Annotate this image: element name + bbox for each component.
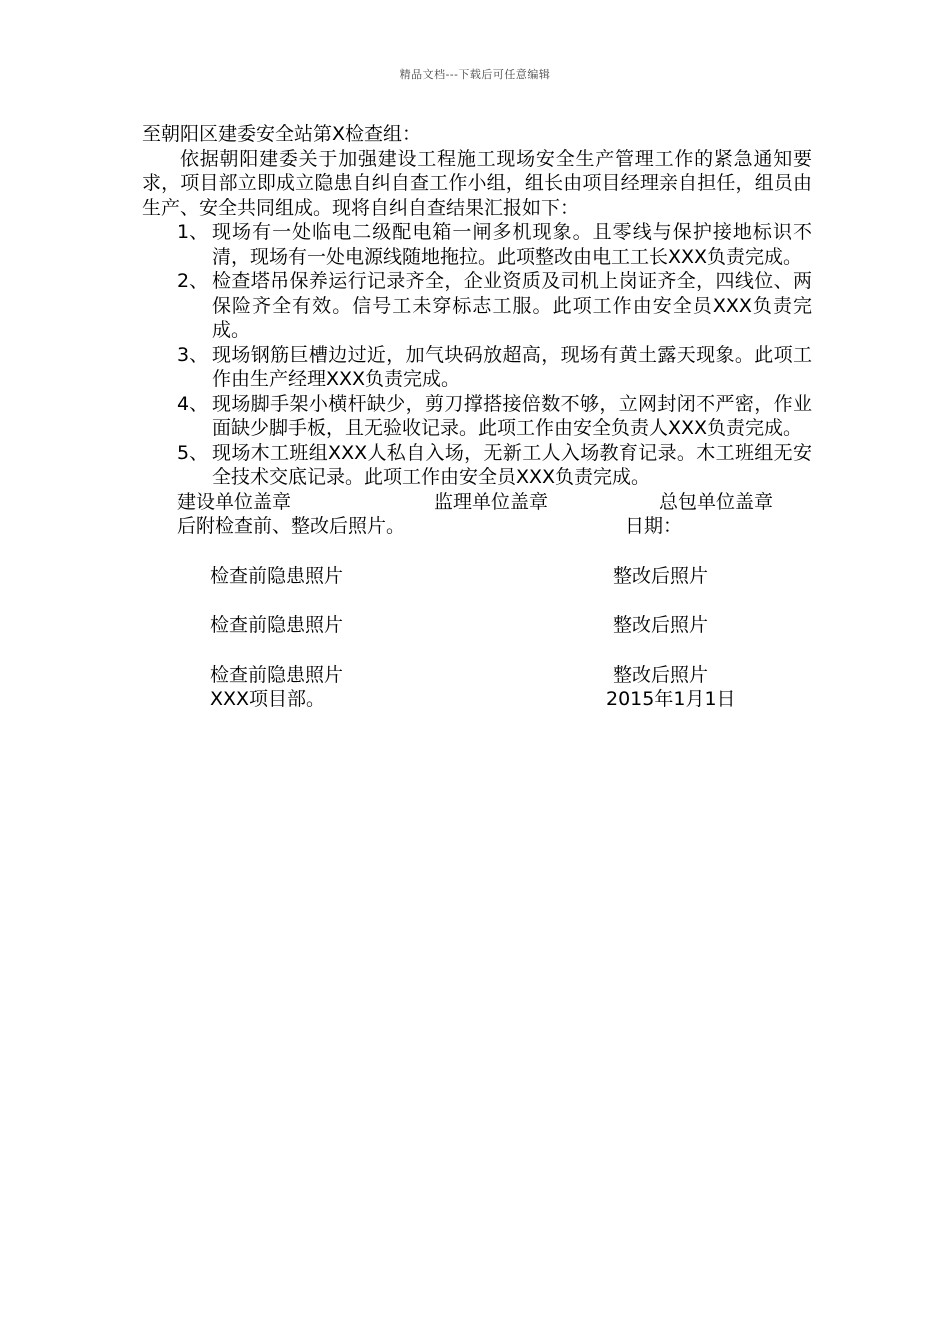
before-photo-label: 检查前隐患照片	[210, 614, 344, 636]
supervision-seal-label: 监理单位盖章	[434, 490, 549, 513]
issue-list	[142, 220, 812, 490]
item-text: 现场钢筋巨槽边过近，加气块码放超高，现场有黄土露天现象。此项工作由生产经理XXX负责完成。	[212, 343, 812, 390]
before-photo-label: 检查前隐患照片	[210, 564, 344, 587]
general-seal-label: 总包单位盖章	[659, 490, 774, 513]
after-photo-label: 整改后照片	[613, 564, 709, 587]
list-item	[142, 269, 812, 343]
item-number: 2、	[177, 270, 209, 292]
attach-row	[177, 514, 812, 539]
list-item	[142, 220, 812, 269]
item-text: 现场有一处临电二级配电箱一闸多机现象。且零线与保护接地标识不清，现场有一处电源线随地拖拉。此项整改由电工工长XXX负责完成。	[212, 221, 812, 268]
item-number: 4、	[177, 392, 209, 415]
footer-row	[210, 687, 812, 712]
footer-date: 2015年1月1日	[606, 688, 736, 710]
seal-row	[177, 490, 812, 515]
construction-seal-label: 建设单位盖章	[177, 490, 292, 513]
page-header: 精品文档---下载后可任意编辑	[399, 68, 551, 81]
item-text: 检查塔吊保养运行记录齐全，企业资质及司机上岗证齐全，四线位、两保险齐全有效。信号工未穿标志工服。此项工作由安全员XXX负责完成。	[212, 270, 812, 341]
item-number: 5、	[177, 441, 209, 464]
item-number: 3、	[177, 343, 209, 366]
salutation: 至朝阳区建委安全站第X检查组：	[142, 123, 422, 145]
list-item	[142, 343, 812, 392]
item-text: 现场脚手架小横杆缺少，剪刀撑搭接倍数不够，立网封闭不严密，作业面缺少脚手板，且无验收记录。此项工作由安全负责人XXX负责完成。	[212, 392, 812, 439]
item-text: 现场木工班组XXX人私自入场，无新工人入场教育记录。木工班组无安全技术交底记录。此项工作由安全员XXX负责完成。	[212, 441, 812, 488]
before-photo-label: 检查前隐患照片	[210, 663, 344, 686]
document-body	[142, 122, 812, 712]
after-photo-label: 整改后照片	[613, 663, 709, 686]
photo-row	[210, 613, 812, 638]
list-item	[142, 441, 812, 490]
date-label: 日期：	[625, 515, 683, 537]
intro-paragraph: 依据朝阳建委关于加强建设工程施工现场安全生产管理工作的紧急通知要求，项目部立即成立隐患自纠自查工作小组，组长由项目经理亲自担任，组员由生产、安全共同组成。现将自纠自查结果汇报如下：	[142, 147, 812, 219]
photo-row	[210, 663, 812, 688]
photo-row	[210, 564, 812, 589]
attach-note: 后附检查前、整改后照片。	[177, 515, 406, 537]
item-number: 1、	[177, 221, 209, 243]
project-department: XXX项目部。	[210, 688, 326, 710]
after-photo-label: 整改后照片	[613, 614, 709, 636]
list-item	[142, 392, 812, 441]
